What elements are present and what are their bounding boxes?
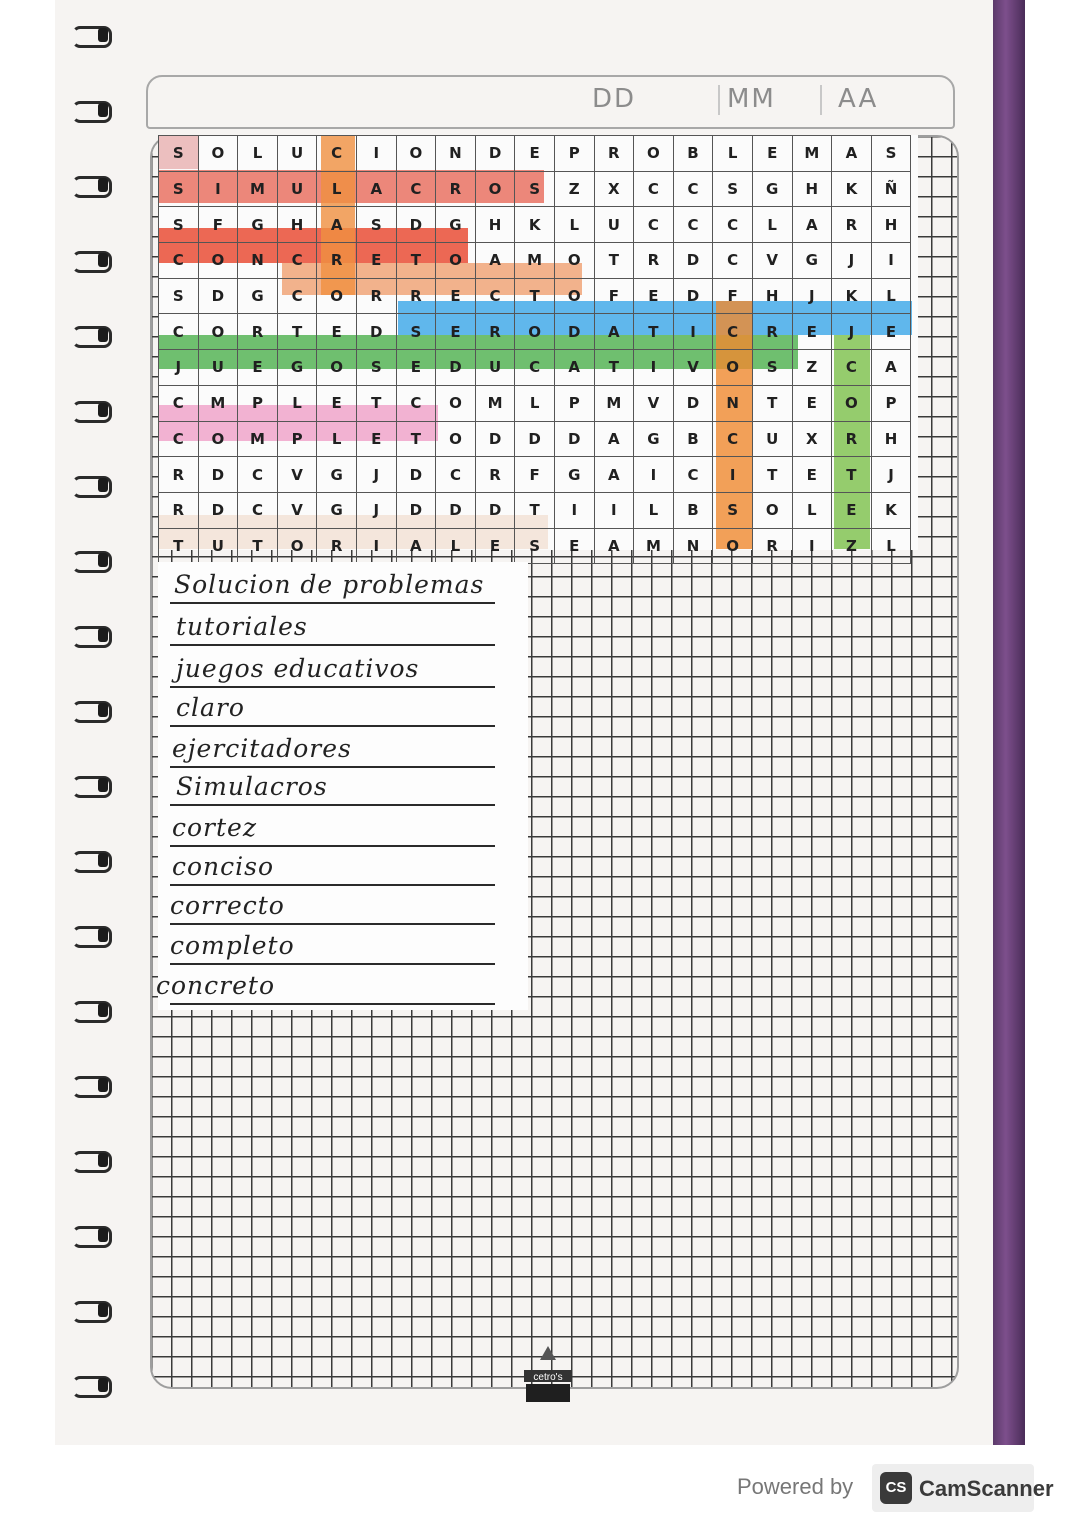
puzzle-letter: D: [475, 492, 515, 528]
powered-by-text: Powered by: [737, 1474, 854, 1499]
puzzle-letter: E: [554, 528, 594, 564]
spiral-ring: [60, 1145, 112, 1175]
puzzle-letter: J: [832, 314, 872, 350]
puzzle-letter: N: [673, 528, 713, 564]
puzzle-letter: E: [475, 528, 515, 564]
ruled-line: [170, 963, 495, 965]
puzzle-letter: N: [436, 136, 476, 172]
puzzle-letter: G: [317, 457, 357, 493]
puzzle-letter: C: [673, 457, 713, 493]
puzzle-letter: V: [634, 385, 674, 421]
puzzle-letter: E: [317, 314, 357, 350]
puzzle-row: [159, 207, 911, 243]
puzzle-letter: T: [396, 421, 436, 457]
letter-grid: [158, 135, 911, 564]
puzzle-letter: T: [515, 278, 555, 314]
puzzle-letter: H: [871, 421, 911, 457]
puzzle-row: [159, 314, 911, 350]
puzzle-letter: K: [515, 207, 555, 243]
spiral-ring: [60, 95, 112, 125]
puzzle-letter: C: [673, 207, 713, 243]
puzzle-letter: G: [277, 350, 317, 386]
puzzle-letter: A: [832, 136, 872, 172]
puzzle-letter: D: [396, 207, 436, 243]
puzzle-letter: L: [238, 136, 278, 172]
puzzle-letter: E: [317, 385, 357, 421]
spiral-ring: [60, 245, 112, 275]
puzzle-letter: C: [277, 278, 317, 314]
puzzle-letter: E: [436, 278, 476, 314]
puzzle-letter: U: [475, 350, 515, 386]
puzzle-letter: S: [713, 492, 753, 528]
puzzle-letter: H: [871, 207, 911, 243]
puzzle-letter: M: [515, 243, 555, 279]
puzzle-letter: S: [871, 136, 911, 172]
puzzle-letter: I: [713, 457, 753, 493]
camscanner-name: CamScanner: [919, 1476, 1054, 1501]
puzzle-letter: T: [634, 314, 674, 350]
date-header-bar: [146, 75, 955, 129]
puzzle-letter: D: [515, 421, 555, 457]
puzzle-letter: D: [396, 492, 436, 528]
ruled-line: [170, 644, 495, 646]
puzzle-letter: J: [792, 278, 832, 314]
puzzle-letter: R: [396, 278, 436, 314]
ruled-line: [170, 725, 495, 727]
puzzle-row: [159, 528, 911, 564]
puzzle-letter: I: [356, 528, 396, 564]
spiral-ring: [60, 395, 112, 425]
ruled-line: [170, 804, 495, 806]
puzzle-row: [159, 492, 911, 528]
puzzle-letter: L: [554, 207, 594, 243]
puzzle-letter: S: [356, 350, 396, 386]
puzzle-letter: T: [515, 492, 555, 528]
puzzle-letter: D: [356, 314, 396, 350]
puzzle-letter: R: [436, 171, 476, 207]
puzzle-letter: D: [198, 492, 238, 528]
puzzle-letter: O: [832, 385, 872, 421]
puzzle-row: [159, 350, 911, 386]
puzzle-letter: C: [832, 350, 872, 386]
puzzle-letter: O: [713, 528, 753, 564]
puzzle-letter: I: [198, 171, 238, 207]
puzzle-letter: T: [752, 385, 792, 421]
puzzle-letter: J: [159, 350, 199, 386]
puzzle-row: [159, 243, 911, 279]
word-list-item: cortez: [172, 813, 258, 842]
puzzle-letter: A: [871, 350, 911, 386]
puzzle-letter: L: [634, 492, 674, 528]
puzzle-letter: T: [832, 457, 872, 493]
puzzle-letter: O: [515, 314, 555, 350]
word-list-item: conciso: [172, 852, 275, 881]
puzzle-letter: C: [713, 207, 753, 243]
puzzle-letter: T: [396, 243, 436, 279]
puzzle-letter: R: [475, 457, 515, 493]
puzzle-letter: L: [317, 421, 357, 457]
puzzle-letter: D: [673, 278, 713, 314]
puzzle-letter: H: [792, 171, 832, 207]
puzzle-letter: A: [594, 421, 634, 457]
puzzle-letter: C: [713, 314, 753, 350]
puzzle-letter: S: [159, 278, 199, 314]
puzzle-letter: G: [238, 207, 278, 243]
spiral-ring: [60, 170, 112, 200]
puzzle-letter: S: [752, 350, 792, 386]
puzzle-letter: O: [198, 314, 238, 350]
ruled-line: [170, 845, 495, 847]
puzzle-letter: D: [436, 350, 476, 386]
puzzle-letter: I: [356, 136, 396, 172]
puzzle-letter: H: [475, 207, 515, 243]
puzzle-letter: P: [277, 421, 317, 457]
puzzle-letter: Z: [832, 528, 872, 564]
puzzle-letter: F: [515, 457, 555, 493]
puzzle-letter: L: [713, 136, 753, 172]
puzzle-letter: D: [673, 385, 713, 421]
puzzle-letter: C: [159, 421, 199, 457]
puzzle-letter: P: [238, 385, 278, 421]
puzzle-letter: S: [515, 528, 555, 564]
puzzle-letter: C: [396, 385, 436, 421]
puzzle-letter: E: [238, 350, 278, 386]
puzzle-letter: S: [159, 207, 199, 243]
puzzle-letter: O: [554, 243, 594, 279]
date-label-day: DD: [592, 84, 637, 114]
puzzle-row: [159, 385, 911, 421]
ruled-line: [170, 884, 495, 886]
camscanner-icon: CS: [880, 1472, 912, 1504]
date-separator: [718, 85, 720, 115]
puzzle-letter: E: [356, 421, 396, 457]
puzzle-letter: M: [594, 385, 634, 421]
puzzle-letter: E: [832, 492, 872, 528]
word-list-item: Solucion de problemas: [174, 570, 485, 599]
puzzle-letter: R: [238, 314, 278, 350]
notebook-cover-edge: [993, 0, 1025, 1445]
ruled-line: [170, 923, 495, 925]
puzzle-letter: G: [792, 243, 832, 279]
puzzle-letter: T: [356, 385, 396, 421]
puzzle-row: [159, 457, 911, 493]
puzzle-letter: C: [436, 457, 476, 493]
ruled-line: [170, 602, 495, 604]
puzzle-letter: C: [238, 457, 278, 493]
word-list-item: ejercitadores: [172, 734, 352, 763]
puzzle-letter: O: [198, 243, 238, 279]
puzzle-letter: O: [317, 350, 357, 386]
puzzle-letter: F: [713, 278, 753, 314]
puzzle-letter: T: [594, 350, 634, 386]
puzzle-letter: L: [871, 278, 911, 314]
spiral-ring: [60, 320, 112, 350]
puzzle-letter: R: [752, 528, 792, 564]
word-list-item: concreto: [156, 971, 275, 1000]
puzzle-letter: J: [356, 492, 396, 528]
ruled-line: [170, 1003, 495, 1005]
puzzle-letter: K: [871, 492, 911, 528]
puzzle-letter: D: [475, 421, 515, 457]
spiral-ring: [60, 920, 112, 950]
puzzle-letter: O: [198, 136, 238, 172]
spiral-ring: [60, 20, 112, 50]
spiral-ring: [60, 995, 112, 1025]
puzzle-letter: E: [752, 136, 792, 172]
puzzle-letter: I: [871, 243, 911, 279]
puzzle-letter: B: [673, 492, 713, 528]
word-list-item: claro: [176, 693, 245, 722]
spiral-ring: [60, 1070, 112, 1100]
puzzle-letter: A: [475, 243, 515, 279]
puzzle-letter: C: [515, 350, 555, 386]
puzzle-letter: T: [159, 528, 199, 564]
puzzle-letter: P: [554, 385, 594, 421]
puzzle-letter: V: [277, 492, 317, 528]
puzzle-letter: E: [515, 136, 555, 172]
puzzle-letter: O: [317, 278, 357, 314]
puzzle-letter: J: [832, 243, 872, 279]
puzzle-letter: D: [554, 314, 594, 350]
date-separator: [820, 85, 822, 115]
puzzle-letter: L: [752, 207, 792, 243]
puzzle-letter: C: [159, 243, 199, 279]
puzzle-row: [159, 278, 911, 314]
puzzle-letter: O: [198, 421, 238, 457]
notebook-brand-logo: [516, 1340, 580, 1410]
puzzle-letter: O: [634, 136, 674, 172]
puzzle-letter: G: [238, 278, 278, 314]
word-list-item: completo: [170, 931, 295, 960]
puzzle-letter: E: [436, 314, 476, 350]
puzzle-letter: G: [752, 171, 792, 207]
puzzle-letter: O: [396, 136, 436, 172]
puzzle-letter: S: [159, 171, 199, 207]
puzzle-letter: U: [277, 171, 317, 207]
puzzle-letter: E: [871, 314, 911, 350]
ruled-line: [170, 686, 495, 688]
puzzle-letter: R: [752, 314, 792, 350]
puzzle-letter: O: [277, 528, 317, 564]
puzzle-letter: C: [159, 385, 199, 421]
puzzle-letter: S: [713, 171, 753, 207]
puzzle-letter: O: [752, 492, 792, 528]
puzzle-letter: I: [554, 492, 594, 528]
puzzle-letter: X: [792, 421, 832, 457]
puzzle-letter: A: [594, 314, 634, 350]
puzzle-letter: L: [792, 492, 832, 528]
puzzle-letter: U: [752, 421, 792, 457]
puzzle-letter: X: [594, 171, 634, 207]
puzzle-letter: B: [673, 421, 713, 457]
puzzle-letter: C: [713, 421, 753, 457]
spiral-ring: [60, 770, 112, 800]
puzzle-row: [159, 171, 911, 207]
puzzle-letter: C: [159, 314, 199, 350]
puzzle-letter: D: [554, 421, 594, 457]
spiral-ring: [60, 845, 112, 875]
puzzle-letter: K: [832, 278, 872, 314]
puzzle-letter: M: [634, 528, 674, 564]
puzzle-letter: R: [159, 457, 199, 493]
puzzle-letter: E: [634, 278, 674, 314]
puzzle-letter: N: [713, 385, 753, 421]
puzzle-letter: C: [396, 171, 436, 207]
puzzle-letter: V: [752, 243, 792, 279]
puzzle-row: [159, 421, 911, 457]
word-list-item: Simulacros: [176, 772, 328, 801]
puzzle-letter: G: [317, 492, 357, 528]
puzzle-letter: S: [159, 136, 199, 172]
puzzle-letter: S: [515, 171, 555, 207]
puzzle-letter: M: [238, 171, 278, 207]
puzzle-letter: A: [396, 528, 436, 564]
puzzle-letter: A: [594, 528, 634, 564]
puzzle-letter: O: [475, 171, 515, 207]
puzzle-letter: G: [634, 421, 674, 457]
puzzle-letter: A: [317, 207, 357, 243]
puzzle-letter: T: [277, 314, 317, 350]
puzzle-letter: V: [673, 350, 713, 386]
puzzle-letter: C: [317, 136, 357, 172]
puzzle-letter: A: [356, 171, 396, 207]
puzzle-letter: C: [634, 207, 674, 243]
puzzle-letter: G: [436, 207, 476, 243]
spiral-ring: [60, 470, 112, 500]
puzzle-letter: R: [475, 314, 515, 350]
puzzle-letter: C: [673, 171, 713, 207]
spiral-binding: [60, 20, 120, 1420]
puzzle-letter: E: [792, 385, 832, 421]
puzzle-letter: J: [356, 457, 396, 493]
puzzle-letter: H: [752, 278, 792, 314]
word-list-item: correcto: [170, 891, 285, 920]
word-search-puzzle: [158, 135, 918, 555]
puzzle-letter: P: [871, 385, 911, 421]
puzzle-letter: T: [752, 457, 792, 493]
puzzle-letter: C: [475, 278, 515, 314]
puzzle-letter: D: [396, 457, 436, 493]
word-list-item: tutoriales: [176, 612, 308, 641]
puzzle-letter: K: [832, 171, 872, 207]
puzzle-letter: R: [832, 421, 872, 457]
puzzle-letter: I: [673, 314, 713, 350]
puzzle-letter: L: [515, 385, 555, 421]
puzzle-letter: C: [277, 243, 317, 279]
puzzle-letter: O: [436, 385, 476, 421]
puzzle-letter: D: [673, 243, 713, 279]
puzzle-letter: C: [713, 243, 753, 279]
puzzle-letter: O: [436, 243, 476, 279]
ruled-line: [170, 766, 495, 768]
puzzle-letter: D: [475, 136, 515, 172]
word-list-item: juegos educativos: [176, 654, 420, 683]
svg-text:cetro's: cetro's: [533, 1372, 563, 1383]
spiral-ring: [60, 620, 112, 650]
puzzle-row: [159, 136, 911, 172]
puzzle-letter: B: [673, 136, 713, 172]
spiral-ring: [60, 1220, 112, 1250]
puzzle-letter: I: [792, 528, 832, 564]
puzzle-letter: A: [594, 457, 634, 493]
puzzle-letter: E: [792, 457, 832, 493]
puzzle-letter: C: [238, 492, 278, 528]
puzzle-letter: R: [634, 243, 674, 279]
date-label-month: MM: [727, 84, 776, 114]
puzzle-letter: Ñ: [871, 171, 911, 207]
word-list: [158, 562, 528, 1010]
puzzle-letter: U: [594, 207, 634, 243]
puzzle-letter: P: [554, 136, 594, 172]
puzzle-letter: R: [832, 207, 872, 243]
puzzle-letter: M: [475, 385, 515, 421]
puzzle-letter: R: [356, 278, 396, 314]
puzzle-letter: I: [634, 457, 674, 493]
puzzle-letter: V: [277, 457, 317, 493]
puzzle-letter: E: [396, 350, 436, 386]
puzzle-letter: J: [871, 457, 911, 493]
puzzle-letter: R: [159, 492, 199, 528]
puzzle-letter: Z: [792, 350, 832, 386]
puzzle-letter: M: [792, 136, 832, 172]
puzzle-letter: T: [594, 243, 634, 279]
puzzle-letter: M: [198, 385, 238, 421]
puzzle-letter: D: [436, 492, 476, 528]
puzzle-letter: U: [198, 350, 238, 386]
spiral-ring: [60, 695, 112, 725]
puzzle-letter: G: [554, 457, 594, 493]
puzzle-letter: D: [198, 457, 238, 493]
spiral-ring: [60, 1370, 112, 1400]
puzzle-letter: I: [634, 350, 674, 386]
puzzle-letter: A: [792, 207, 832, 243]
puzzle-letter: L: [871, 528, 911, 564]
puzzle-letter: E: [356, 243, 396, 279]
puzzle-letter: C: [634, 171, 674, 207]
puzzle-letter: A: [554, 350, 594, 386]
puzzle-letter: R: [317, 528, 357, 564]
puzzle-letter: I: [594, 492, 634, 528]
puzzle-letter: O: [554, 278, 594, 314]
puzzle-letter: N: [238, 243, 278, 279]
puzzle-letter: L: [317, 171, 357, 207]
puzzle-letter: L: [436, 528, 476, 564]
spiral-ring: [60, 545, 112, 575]
puzzle-letter: F: [198, 207, 238, 243]
puzzle-letter: F: [594, 278, 634, 314]
puzzle-letter: O: [713, 350, 753, 386]
puzzle-letter: S: [396, 314, 436, 350]
puzzle-letter: S: [356, 207, 396, 243]
puzzle-letter: U: [198, 528, 238, 564]
puzzle-letter: T: [238, 528, 278, 564]
puzzle-letter: E: [792, 314, 832, 350]
puzzle-letter: M: [238, 421, 278, 457]
puzzle-letter: L: [277, 385, 317, 421]
puzzle-letter: U: [277, 136, 317, 172]
spiral-ring: [60, 1295, 112, 1325]
puzzle-letter: Z: [554, 171, 594, 207]
puzzle-letter: R: [317, 243, 357, 279]
puzzle-letter: D: [198, 278, 238, 314]
date-label-year: AA: [838, 84, 879, 114]
puzzle-letter: H: [277, 207, 317, 243]
puzzle-letter: R: [594, 136, 634, 172]
puzzle-letter: O: [436, 421, 476, 457]
